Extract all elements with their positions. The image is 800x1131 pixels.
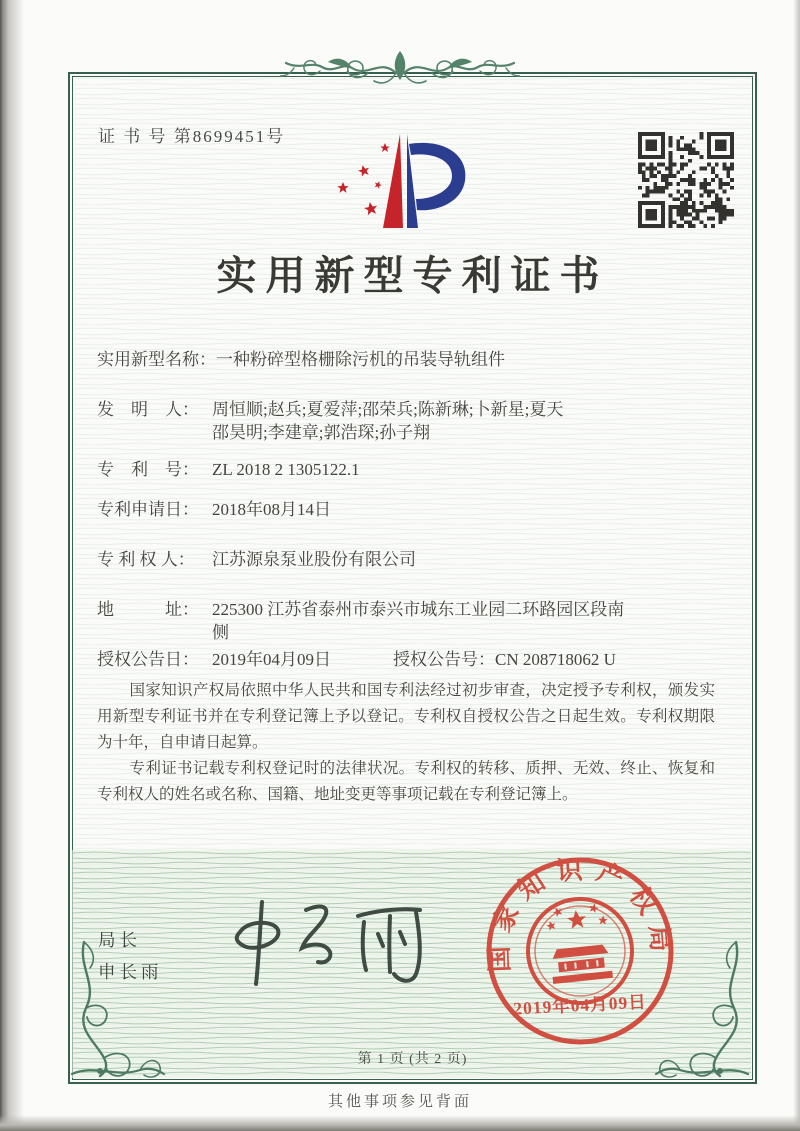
field-address <box>97 598 624 644</box>
page-bottom-edge <box>0 1115 800 1131</box>
field-label: 专利申请日： <box>97 500 199 519</box>
field-patentee <box>97 548 416 571</box>
field-value: CN 208718062 U <box>495 650 616 669</box>
page-number: 第 1 页 (共 2 页) <box>357 1052 468 1067</box>
border-ornament-bottom-right <box>622 940 754 1082</box>
field-label: 授权公告号： <box>393 650 495 669</box>
qr-code <box>638 132 734 228</box>
address-line-1: 225300 江苏省泰州市泰兴市城东工业园二环路园区段南 <box>212 600 625 619</box>
page-right-edge <box>793 0 800 1131</box>
field-utility-model-name <box>97 348 505 371</box>
paragraph-2: 专利证书记载专利权登记时的法律状况。专利权的转移、质押、无效、终止、恢复和专利权人的姓名或名称、国籍、地址变更等事项记载在专利登记簿上。 <box>97 760 715 803</box>
field-value <box>212 598 624 644</box>
seal-national-emblem <box>523 894 637 1008</box>
field-value <box>212 398 563 444</box>
field-grant-row <box>97 648 616 671</box>
field-patent-number <box>97 458 360 481</box>
field-label: 专 利 权 人： <box>97 550 195 569</box>
field-inventors <box>97 398 563 444</box>
logo-stars <box>337 143 389 216</box>
field-value: 一种粉碎型格栅除污机的吊装导轨组件 <box>216 350 505 369</box>
border-ornament-bottom-left <box>66 940 198 1082</box>
book-spine-shadow <box>0 0 24 1131</box>
logo-p-bowl <box>409 143 465 210</box>
seal-text: 国家知识产权局 <box>483 854 678 973</box>
inventors-line-2: 邵昊明;李建章;郭浩琛;孙子翔 <box>212 423 431 442</box>
field-label: 授权公告日： <box>97 650 199 669</box>
field-value: 2018年08月14日 <box>212 500 331 519</box>
seal-date: 2019年04月09日 <box>512 991 648 1019</box>
certificate-title: 实用新型专利证书 <box>216 253 609 298</box>
field-label: 专 利 号： <box>97 460 199 479</box>
inventors-line-1: 周恒顺;赵兵;夏爱萍;邵荣兵;陈新琳;卜新星;夏天 <box>212 400 564 419</box>
cnipa-logo <box>328 128 480 240</box>
director-signature <box>222 896 437 991</box>
field-label: 发 明 人： <box>97 400 199 419</box>
field-grant-number <box>393 648 616 671</box>
back-side-note: 其他事项参见背面 <box>327 1094 472 1110</box>
paragraph-1: 国家知识产权局依照中华人民共和国专利法经过初步审查，决定授予专利权，颁发实用新型专利证书并在专利登记簿上予以登记。专利权自授权公告之日起生效。专利权期限为十年，自申请日起算。 <box>97 682 715 751</box>
address-line-2: 侧 <box>212 623 229 642</box>
field-value: 2019年04月09日 <box>212 650 331 669</box>
field-label: 地 址： <box>97 600 199 619</box>
border-ornament-top <box>280 46 520 98</box>
certificate-frame <box>68 72 757 1084</box>
certificate-number: 证 书 号 第8699451号 <box>98 127 286 146</box>
field-label: 实用新型名称： <box>97 350 216 369</box>
field-value: ZL 2018 2 1305122.1 <box>212 460 360 479</box>
field-value: 江苏源泉泵业股份有限公司 <box>212 550 416 569</box>
legal-text <box>97 678 715 808</box>
field-filing-date <box>97 498 331 521</box>
director-title: 局长 <box>98 930 141 950</box>
director-name: 申长雨 <box>98 962 163 982</box>
